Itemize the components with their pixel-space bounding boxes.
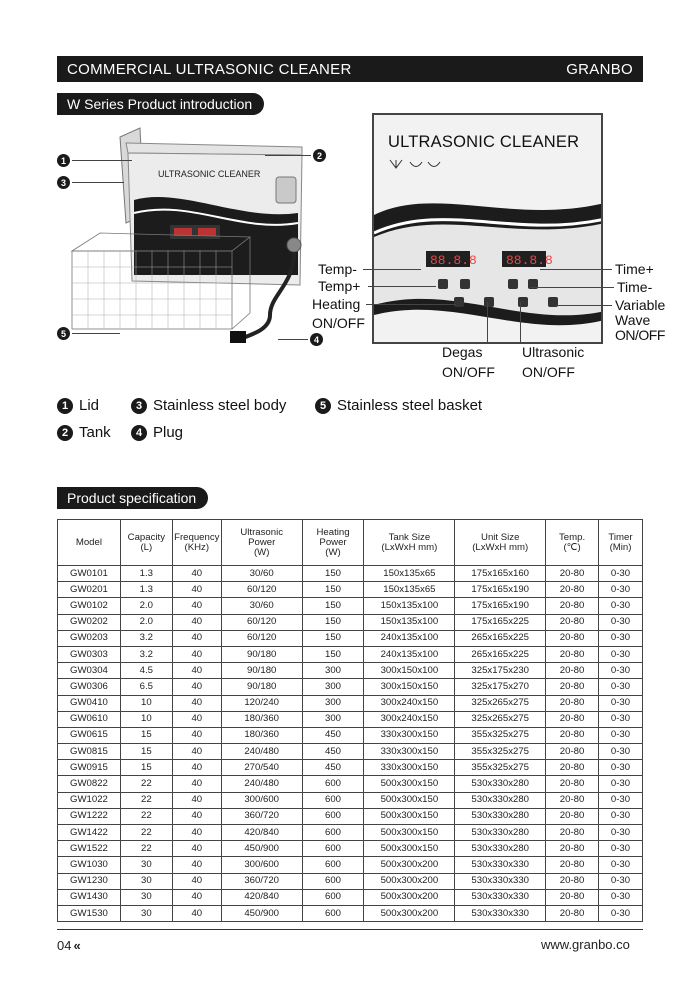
table-cell: 325x265x275 — [455, 711, 546, 727]
table-row — [58, 630, 643, 646]
table-cell: GW1230 — [58, 873, 121, 889]
table-cell: 0-30 — [599, 679, 643, 695]
table-cell: 500x300x200 — [364, 857, 455, 873]
table-cell: 180/360 — [221, 711, 302, 727]
table-cell: 60/120 — [221, 582, 302, 598]
column-header: Frequency (KHz) — [172, 520, 221, 566]
table-cell: 500x300x200 — [364, 905, 455, 921]
table-cell: GW0815 — [58, 744, 121, 760]
table-body — [58, 566, 643, 922]
table-cell: 500x300x200 — [364, 889, 455, 905]
panel-graphic — [374, 115, 603, 344]
callout-1: 1 — [57, 154, 70, 167]
table-row — [58, 614, 643, 630]
table-cell: 0-30 — [599, 598, 643, 614]
label-wave-onoff: ON/OFF — [615, 327, 665, 343]
table-cell: 40 — [172, 663, 221, 679]
table-cell: 420/840 — [221, 825, 302, 841]
table-cell: GW0610 — [58, 711, 121, 727]
table-cell: 500x300x150 — [364, 808, 455, 824]
table-cell: 20-80 — [546, 679, 599, 695]
table-row — [58, 695, 643, 711]
table-cell: 22 — [120, 825, 172, 841]
table-cell: 530x330x330 — [455, 889, 546, 905]
table-cell: 0-30 — [599, 873, 643, 889]
table-cell: 360/720 — [221, 808, 302, 824]
table-row — [58, 566, 643, 582]
table-cell: 300x150x100 — [364, 663, 455, 679]
table-cell: 40 — [172, 744, 221, 760]
legend-item-plug — [131, 424, 183, 441]
table-cell: 530x330x280 — [455, 792, 546, 808]
table-cell: GW0201 — [58, 582, 121, 598]
website-url[interactable]: www.granbo.co — [541, 937, 630, 952]
table-cell: 300x240x150 — [364, 695, 455, 711]
table-cell: 15 — [120, 744, 172, 760]
table-cell: 500x300x150 — [364, 825, 455, 841]
label-ultrasonic-onoff: ON/OFF — [522, 364, 575, 380]
legend-label-plug: Plug — [153, 424, 184, 441]
legend-label-basket: Stainless steel basket — [337, 397, 483, 414]
label-ultrasonic: Ultrasonic — [522, 344, 585, 360]
table-cell: 40 — [172, 905, 221, 921]
label-time-minus: Time- — [617, 279, 653, 295]
table-cell: 40 — [172, 792, 221, 808]
table-cell: 40 — [172, 727, 221, 743]
table-cell: 0-30 — [599, 825, 643, 841]
label-degas-onoff: ON/OFF — [442, 364, 495, 380]
table-cell: 500x300x150 — [364, 776, 455, 792]
table-cell: GW0410 — [58, 695, 121, 711]
table-cell: 40 — [172, 646, 221, 662]
table-cell: 240/480 — [221, 744, 302, 760]
table-cell: GW1430 — [58, 889, 121, 905]
table-cell: 240x135x100 — [364, 646, 455, 662]
table-cell: 450 — [302, 760, 364, 776]
table-cell: 3.2 — [120, 646, 172, 662]
column-header: Temp. (℃) — [546, 520, 599, 566]
label-temp-minus: Temp- — [318, 261, 357, 277]
table-cell: 300x240x150 — [364, 711, 455, 727]
table-cell: 530x330x330 — [455, 873, 546, 889]
table-cell: 300 — [302, 695, 364, 711]
table-cell: 420/840 — [221, 889, 302, 905]
table-cell: 20-80 — [546, 630, 599, 646]
table-cell: 6.5 — [120, 679, 172, 695]
callout-5: 5 — [57, 327, 70, 340]
leader-degas — [487, 302, 488, 344]
header-brand: GRANBO — [566, 60, 633, 78]
table-cell: GW0202 — [58, 614, 121, 630]
table-cell: 600 — [302, 841, 364, 857]
table-cell: 0-30 — [599, 744, 643, 760]
table-cell: 22 — [120, 792, 172, 808]
table-cell: 150x135x65 — [364, 566, 455, 582]
table-cell: 0-30 — [599, 646, 643, 662]
table-cell: 330x300x150 — [364, 744, 455, 760]
table-cell: 300 — [302, 663, 364, 679]
table-row — [58, 582, 643, 598]
table-cell: 40 — [172, 808, 221, 824]
table-cell: 0-30 — [599, 905, 643, 921]
legend-num-3: 3 — [131, 398, 147, 414]
table-cell: 150 — [302, 598, 364, 614]
table-cell: 450 — [302, 727, 364, 743]
table-cell: 0-30 — [599, 841, 643, 857]
callout-5-leader — [72, 333, 120, 334]
table-cell: 150 — [302, 582, 364, 598]
legend-item-basket — [315, 397, 482, 414]
table-cell: 10 — [120, 695, 172, 711]
table-cell: 90/180 — [221, 679, 302, 695]
table-cell: 2.0 — [120, 598, 172, 614]
table-cell: GW0102 — [58, 598, 121, 614]
table-cell: 0-30 — [599, 776, 643, 792]
legend-num-1: 1 — [57, 398, 73, 414]
table-cell: 300 — [302, 679, 364, 695]
table-cell: 40 — [172, 566, 221, 582]
table-cell: GW0822 — [58, 776, 121, 792]
product-illustration — [70, 125, 310, 350]
table-cell: GW0101 — [58, 566, 121, 582]
table-cell: 530x330x330 — [455, 857, 546, 873]
table-cell: 40 — [172, 760, 221, 776]
table-cell: 530x330x280 — [455, 841, 546, 857]
legend-label-lid: Lid — [79, 397, 100, 414]
table-cell: 175x165x160 — [455, 566, 546, 582]
table-cell: 0-30 — [599, 760, 643, 776]
leader-heating — [366, 304, 456, 305]
table-row — [58, 889, 643, 905]
callout-3: 3 — [57, 176, 70, 189]
label-variable: Variable — [615, 297, 666, 313]
table-cell: 300/600 — [221, 792, 302, 808]
table-cell: 20-80 — [546, 857, 599, 873]
table-cell: 120/240 — [221, 695, 302, 711]
leader-temp-plus — [368, 286, 436, 287]
callout-3-leader — [72, 182, 124, 183]
table-cell: 40 — [172, 825, 221, 841]
table-cell: 150x135x100 — [364, 614, 455, 630]
callout-2: 2 — [313, 149, 326, 162]
table-cell: GW1530 — [58, 905, 121, 921]
legend-num-4: 4 — [131, 425, 147, 441]
section-label-intro: W Series Product introduction — [57, 93, 264, 115]
table-cell: 180/360 — [221, 727, 302, 743]
column-header: Tank Size (LxWxH mm) — [364, 520, 455, 566]
table-cell: 40 — [172, 598, 221, 614]
label-wave: Wave — [615, 312, 651, 328]
legend-label-body: Stainless steel body — [153, 397, 287, 414]
table-cell: 20-80 — [546, 792, 599, 808]
table-cell: 325x175x230 — [455, 663, 546, 679]
table-cell: 500x300x150 — [364, 792, 455, 808]
table-cell: 270/540 — [221, 760, 302, 776]
table-cell: 20-80 — [546, 582, 599, 598]
table-cell: 22 — [120, 841, 172, 857]
table-cell: 30/60 — [221, 566, 302, 582]
table-cell: 0-30 — [599, 663, 643, 679]
table-cell: GW0615 — [58, 727, 121, 743]
display-temp: 88.8.8 — [430, 253, 477, 268]
table-cell: 30 — [120, 857, 172, 873]
table-cell: 20-80 — [546, 825, 599, 841]
table-cell: 600 — [302, 905, 364, 921]
table-cell: 15 — [120, 760, 172, 776]
legend-label-tank: Tank — [79, 424, 111, 441]
label-heating-onoff: ON/OFF — [312, 315, 365, 331]
table-cell: 20-80 — [546, 646, 599, 662]
table-cell: GW0304 — [58, 663, 121, 679]
table-cell: 0-30 — [599, 582, 643, 598]
table-cell: 60/120 — [221, 630, 302, 646]
table-cell: 60/120 — [221, 614, 302, 630]
section-label-spec: Product specification — [57, 487, 208, 509]
column-header: Heating Power (W) — [302, 520, 364, 566]
table-row — [58, 905, 643, 921]
table-cell: 600 — [302, 889, 364, 905]
column-header: Unit Size (LxWxH mm) — [455, 520, 546, 566]
table-cell: GW0303 — [58, 646, 121, 662]
label-heating: Heating — [312, 296, 361, 312]
table-cell: 10 — [120, 711, 172, 727]
table-cell: 20-80 — [546, 905, 599, 921]
table-row — [58, 841, 643, 857]
table-row — [58, 679, 643, 695]
legend-num-5: 5 — [315, 398, 331, 414]
column-header: Ultrasonic Power (W) — [221, 520, 302, 566]
product-panel-text: ULTRASONIC CLEANER — [158, 169, 261, 179]
callout-4-leader — [278, 339, 308, 340]
table-cell: 175x165x190 — [455, 582, 546, 598]
page-header — [57, 56, 643, 82]
table-cell: 325x265x275 — [455, 695, 546, 711]
table-cell: 22 — [120, 776, 172, 792]
legend-item-body — [131, 397, 286, 414]
table-cell: 450/900 — [221, 905, 302, 921]
table-cell: 500x300x150 — [364, 841, 455, 857]
table-row — [58, 776, 643, 792]
table-cell: 30/60 — [221, 598, 302, 614]
table-cell: 40 — [172, 695, 221, 711]
column-header: Timer (Min) — [599, 520, 643, 566]
table-row — [58, 792, 643, 808]
leader-temp-minus — [363, 269, 421, 270]
table-cell: 150 — [302, 646, 364, 662]
table-cell: GW0306 — [58, 679, 121, 695]
table-cell: 150 — [302, 614, 364, 630]
table-cell: 20-80 — [546, 808, 599, 824]
table-cell: 175x165x190 — [455, 598, 546, 614]
table-cell: 40 — [172, 776, 221, 792]
table-cell: 20-80 — [546, 727, 599, 743]
legend-item-tank — [57, 424, 111, 441]
leader-time-minus — [530, 287, 614, 288]
table-cell: 150x135x100 — [364, 598, 455, 614]
display-time: 88.8.8 — [506, 253, 553, 268]
table-cell: 150 — [302, 566, 364, 582]
callout-4: 4 — [310, 333, 323, 346]
table-cell: 600 — [302, 825, 364, 841]
table-row — [58, 873, 643, 889]
table-cell: 300/600 — [221, 857, 302, 873]
footer-divider — [57, 929, 643, 930]
table-cell: 175x165x225 — [455, 614, 546, 630]
table-cell: 40 — [172, 841, 221, 857]
leader-variable — [556, 305, 612, 306]
table-cell: 0-30 — [599, 695, 643, 711]
table-cell: 355x325x275 — [455, 760, 546, 776]
table-row — [58, 825, 643, 841]
table-cell: 0-30 — [599, 889, 643, 905]
table-cell: 90/180 — [221, 646, 302, 662]
table-cell: GW1522 — [58, 841, 121, 857]
table-cell: 360/720 — [221, 873, 302, 889]
table-cell: 20-80 — [546, 663, 599, 679]
table-cell: 20-80 — [546, 841, 599, 857]
table-cell: 2.0 — [120, 614, 172, 630]
table-cell: 330x300x150 — [364, 760, 455, 776]
table-cell: 30 — [120, 905, 172, 921]
table-cell: 20-80 — [546, 614, 599, 630]
table-cell: GW1422 — [58, 825, 121, 841]
table-row — [58, 727, 643, 743]
table-cell: 600 — [302, 776, 364, 792]
page-number: 04 « — [57, 938, 81, 953]
leader-time-plus — [540, 269, 612, 270]
table-cell: 40 — [172, 582, 221, 598]
table-cell: 600 — [302, 808, 364, 824]
table-cell: 3.2 — [120, 630, 172, 646]
table-cell: 330x300x150 — [364, 727, 455, 743]
label-time-plus: Time+ — [615, 261, 654, 277]
table-cell: 40 — [172, 630, 221, 646]
table-cell: 20-80 — [546, 695, 599, 711]
table-cell: 450 — [302, 744, 364, 760]
table-cell: 530x330x280 — [455, 825, 546, 841]
table-row — [58, 646, 643, 662]
table-cell: 600 — [302, 857, 364, 873]
table-row — [58, 808, 643, 824]
table-cell: 240x135x100 — [364, 630, 455, 646]
table-cell: 600 — [302, 792, 364, 808]
table-cell: 0-30 — [599, 566, 643, 582]
table-cell: 40 — [172, 614, 221, 630]
table-cell: 500x300x200 — [364, 873, 455, 889]
table-cell: 40 — [172, 873, 221, 889]
table-cell: GW0915 — [58, 760, 121, 776]
table-cell: 325x175x270 — [455, 679, 546, 695]
spec-table — [57, 519, 643, 922]
callout-2-leader — [265, 155, 311, 156]
table-cell: 1.3 — [120, 582, 172, 598]
table-cell: GW1022 — [58, 792, 121, 808]
label-temp-plus: Temp+ — [318, 278, 361, 294]
table-header-row — [58, 520, 643, 566]
callout-1-leader — [72, 160, 132, 161]
table-cell: 30 — [120, 889, 172, 905]
table-cell: 600 — [302, 873, 364, 889]
table-cell: 40 — [172, 711, 221, 727]
table-cell: 40 — [172, 679, 221, 695]
table-cell: 20-80 — [546, 889, 599, 905]
table-cell: 0-30 — [599, 614, 643, 630]
table-cell: 0-30 — [599, 857, 643, 873]
table-cell: 530x330x280 — [455, 776, 546, 792]
panel-title: ULTRASONIC CLEANER — [388, 133, 580, 151]
table-row — [58, 857, 643, 873]
column-header: Capacity (L) — [120, 520, 172, 566]
table-cell: 20-80 — [546, 760, 599, 776]
table-cell: 20-80 — [546, 776, 599, 792]
table-cell: GW1030 — [58, 857, 121, 873]
table-cell: 355x325x275 — [455, 744, 546, 760]
table-cell: 150x135x65 — [364, 582, 455, 598]
table-cell: 20-80 — [546, 873, 599, 889]
double-chevron-left-icon: « — [73, 938, 81, 953]
table-cell: 265x165x225 — [455, 646, 546, 662]
table-cell: 20-80 — [546, 566, 599, 582]
table-cell: 30 — [120, 873, 172, 889]
table-cell: 0-30 — [599, 727, 643, 743]
table-row — [58, 760, 643, 776]
table-cell: 530x330x330 — [455, 905, 546, 921]
table-cell: 20-80 — [546, 711, 599, 727]
table-cell: 300x150x150 — [364, 679, 455, 695]
table-cell: 265x165x225 — [455, 630, 546, 646]
table-cell: 150 — [302, 630, 364, 646]
table-cell: 300 — [302, 711, 364, 727]
label-degas: Degas — [442, 344, 483, 360]
table-cell: 15 — [120, 727, 172, 743]
table-row — [58, 711, 643, 727]
table-cell: 0-30 — [599, 808, 643, 824]
table-cell: 240/480 — [221, 776, 302, 792]
table-cell: GW1222 — [58, 808, 121, 824]
table-cell: 0-30 — [599, 711, 643, 727]
table-cell: 355x325x275 — [455, 727, 546, 743]
table-cell: 0-30 — [599, 630, 643, 646]
legend-num-2: 2 — [57, 425, 73, 441]
table-cell: GW0203 — [58, 630, 121, 646]
column-header: Model — [58, 520, 121, 566]
table-cell: 530x330x280 — [455, 808, 546, 824]
table-cell: 22 — [120, 808, 172, 824]
table-cell: 40 — [172, 889, 221, 905]
table-row — [58, 744, 643, 760]
table-cell: 20-80 — [546, 744, 599, 760]
table-cell: 0-30 — [599, 792, 643, 808]
ultrasonic-cleaner-icon — [70, 125, 310, 350]
table-row — [58, 598, 643, 614]
table-cell: 90/180 — [221, 663, 302, 679]
table-cell: 20-80 — [546, 598, 599, 614]
table-cell: 40 — [172, 857, 221, 873]
table-cell: 450/900 — [221, 841, 302, 857]
table-cell: 1.3 — [120, 566, 172, 582]
header-title: COMMERCIAL ULTRASONIC CLEANER — [67, 60, 352, 78]
table-row — [58, 663, 643, 679]
leader-ultrasonic — [520, 302, 521, 344]
table-cell: 4.5 — [120, 663, 172, 679]
legend-item-lid — [57, 397, 99, 414]
